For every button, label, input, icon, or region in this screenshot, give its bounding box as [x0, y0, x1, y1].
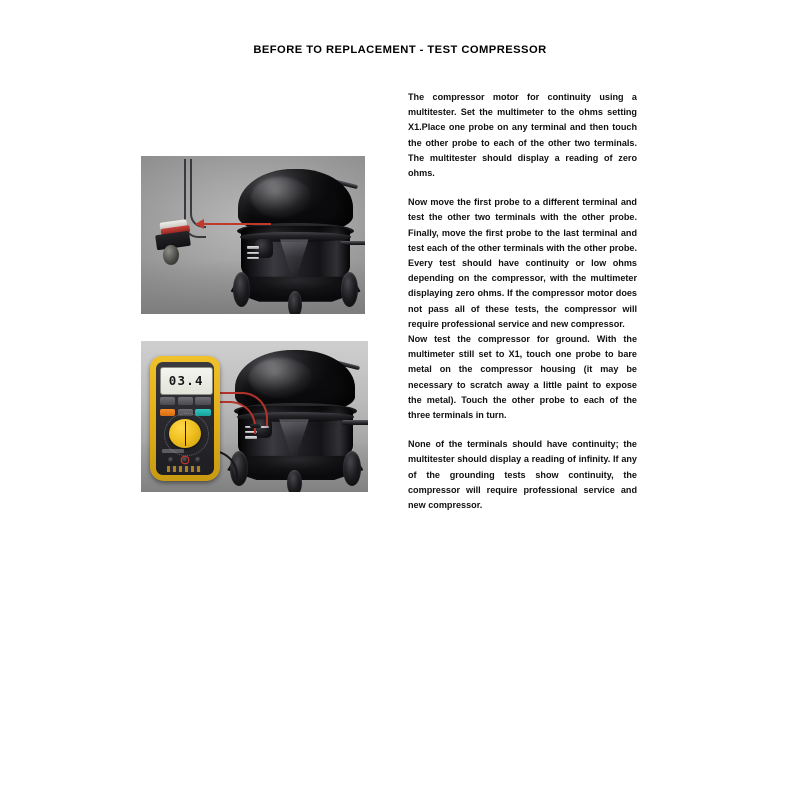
- digital-multimeter: [150, 356, 220, 481]
- red-probe-tip: [261, 426, 269, 429]
- process-pipe-icon: [342, 420, 368, 424]
- arrow-head-icon: [195, 219, 204, 229]
- multimeter-reading-value: 03.4: [168, 372, 204, 388]
- multimeter-function-button[interactable]: [195, 397, 210, 405]
- paragraph-ground-test: Now test the compressor for ground. With the multimeter still set to X1, touch one probe to bare metal on the compressor housing (it may be necessary to scratch away a little paint to expose the metal). Touch the other probe to each of the three terminals in turn.: [408, 334, 637, 421]
- mounting-foot: [233, 272, 250, 307]
- dial-pointer-icon: [185, 421, 186, 447]
- terminal-pin: [247, 246, 259, 248]
- removed-relay-assembly: [150, 159, 222, 282]
- multimeter-faceplate: [156, 362, 214, 475]
- dome-highlight: [249, 358, 312, 398]
- multimeter-button-row-top[interactable]: [160, 397, 211, 405]
- terminal-pin: [247, 252, 259, 254]
- multimeter-model-label: [162, 449, 184, 453]
- multimeter-input-jack-amp[interactable]: [195, 457, 201, 463]
- mounting-foot: [343, 451, 361, 486]
- paragraph-probe-sequence: Now move the first probe to a different terminal and test the other two terminals with the other probe. Finally, move the first probe to the last terminal and test each of the other terminals with the other probe. Every test should have continuity or low ohms depending on the compressor, with the multimeter displaying zero ohms. If the compressor motor does not pass all of these tests, the compressor will require professional service and new compressor.: [408, 197, 637, 329]
- mounting-foot: [341, 272, 358, 307]
- figure-compressor-relay-removal: [141, 156, 365, 314]
- multimeter-warning-strip: [167, 466, 202, 472]
- multimeter-input-jack-com[interactable]: [168, 457, 174, 463]
- red-probe-handle: [250, 424, 260, 428]
- compressor-unit: [231, 169, 361, 305]
- relay-wire-loop: [190, 159, 206, 228]
- relay-cap: [163, 245, 179, 265]
- dome-highlight: [251, 177, 311, 218]
- paragraph-infinity-result: None of the terminals should have continuity; the multitester should display a reading of infinity. If any of the grounding tests show continuity, the compressor will require professional service and new compressor.: [408, 439, 637, 511]
- terminal-pin: [245, 436, 257, 438]
- multimeter-lcd-display: [160, 367, 213, 395]
- mounting-foot: [288, 291, 302, 314]
- arrow-shaft: [201, 223, 270, 225]
- multimeter-input-jack-vohm[interactable]: [182, 457, 188, 463]
- multimeter-function-button[interactable]: [178, 397, 193, 405]
- mounting-foot: [287, 470, 302, 492]
- figure-multimeter-continuity-test: [141, 341, 368, 492]
- process-pipe-icon: [340, 241, 365, 245]
- instruction-text-column: [408, 90, 637, 527]
- multimeter-hold-button[interactable]: [160, 409, 175, 417]
- terminal-pin: [247, 257, 259, 259]
- terminal-block: [255, 239, 273, 258]
- page-title: BEFORE TO REPLACEMENT - TEST COMPRESSOR: [253, 44, 547, 56]
- paragraph-continuity-test: The compressor motor for continuity using a multitester. Set the multimeter to the ohms setting X1.Place one probe on any terminal and then touch the other probe to each of the other two terminals. The multitester should display a reading of zero ohms.: [408, 92, 637, 179]
- multimeter-function-button[interactable]: [160, 397, 175, 405]
